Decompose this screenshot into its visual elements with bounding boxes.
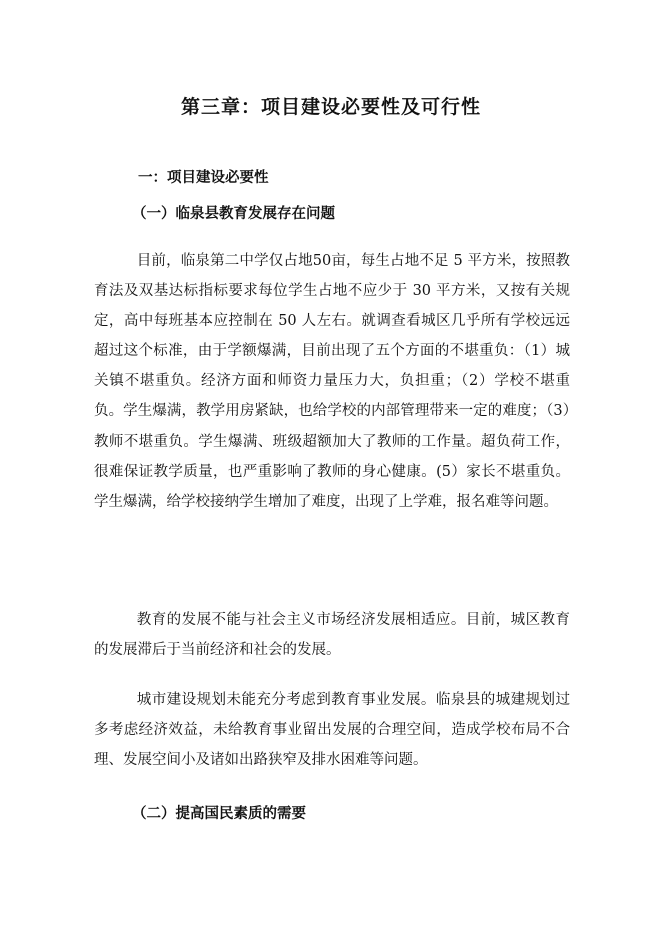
paragraph-education-economy: 教育的发展不能与社会主义市场经济发展相适应。目前，城区教育的发展滞后于当前经济和社会的发展。 — [94, 612, 570, 659]
paragraph-school-capacity: 目前，临泉第二中学仅占地50亩，每生占地不足 5 平方米，按照教育法及双基达标指标要求每位学生占地不应少于 30 平方米，又按有关规定，高中每班基本应控制在 50 人左右。就调查看城区几乎所有学校远远超过这个标准，由于学额爆满，目前出现了五个方面的不堪重负：（1）城关镇不堪重负。经济方面和师资力量压力大，负担重；（2）学校不堪重负。学生爆满，教学用房紧缺，也给学校的内部管理带来一定的难度；（3）教师不堪重负。学生爆满、班级超额加大了教师的工作量。超负荷工作，很难保证教学质量，也严重影响了教师的身心健康。(5）家长不堪重负。学生爆满，给学校接纳学生增加了难度，出现了上学难，报名难等问题。 — [94, 253, 570, 510]
chapter-title: 第三章：项目建设必要性及可行性 — [180, 96, 481, 118]
paragraph-urban-planning: 城市建设规划未能充分考虑到教育事业发展。临泉县的城建规划过多考虑经济效益，未给教育事业留出发展的合理空间，造成学校布局不合理、发展空间小及诸如出路狭窄及排水困难等问题。 — [94, 692, 570, 769]
section-heading-necessity: 一：项目建设必要性 — [138, 169, 269, 186]
subsection-heading-citizen-quality: （二）提高国民素质的需要 — [132, 805, 306, 822]
subsection-heading-education-problems: （一）临泉县教育发展存在问题 — [132, 205, 335, 222]
